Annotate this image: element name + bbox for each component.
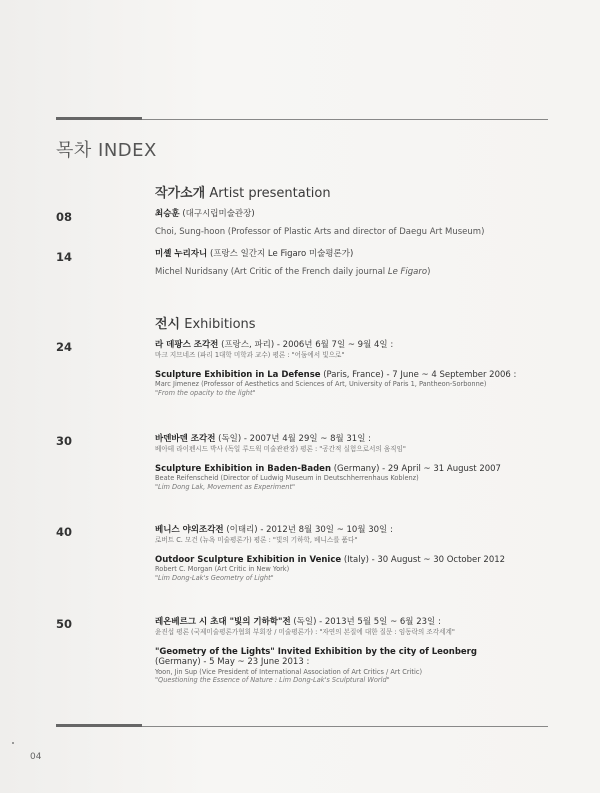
- section-heading-ko: 작가소개: [155, 186, 206, 201]
- exhibition-en-title: Outdoor Sculpture Exhibition in Venice: [155, 554, 342, 565]
- page-ref: 14: [56, 250, 73, 264]
- exhibition-en-dates: (Italy) - 30 August ~ 30 October 2012: [341, 554, 506, 565]
- title-korean: 목차: [56, 140, 92, 161]
- artist-ko-role: (대구시립미술관장): [182, 209, 255, 219]
- exhibition-en-quote: "Lim Dong Lak, Movement as Experiment": [155, 482, 296, 491]
- page-number: 04: [30, 752, 42, 762]
- page-ref: 50: [56, 617, 73, 631]
- section-heading-exhibitions: [155, 313, 256, 332]
- bottom-rule-thick: [56, 724, 142, 727]
- artist-en-text: Michel Nuridsany (Art Critic of the French daily journal: [155, 266, 388, 277]
- artist-en-suffix: ): [427, 266, 431, 277]
- top-rule-thin: [142, 119, 548, 120]
- exhibition-en-critic: Robert C. Morgan (Art Critic in New York): [155, 565, 290, 574]
- exhibition-ko-critic: 로버트 C. 모건 (뉴욕 미술평론가) 평론 : "빛의 기하학, 베니스를 품다": [155, 535, 358, 544]
- exhibition-en-critic: Marc Jimenez (Professor of Aesthetics and Sciences of Art, University of Paris 1, Pantheon-Sorbonne): [155, 380, 487, 389]
- exhibition-en-line: [155, 647, 555, 658]
- artist-ko-name: 미셸 누리자니: [155, 249, 208, 259]
- artist-ko-name: 최승훈: [155, 209, 180, 219]
- exhibition-en-critic: Yoon, Jin Sup (Vice President of International Association of Art Critics / Art Critic): [155, 668, 423, 677]
- exhibition-ko-critic: 베아테 라이펜시드 박사 (독일 루드윅 미술관관장) 평론 : "공간적 실험으로서의 움직임": [155, 444, 406, 453]
- top-rule-thick: [56, 117, 142, 120]
- exhibition-en-line: [155, 464, 555, 475]
- page-title: [56, 136, 157, 162]
- exhibition-en-quote: "Questioning the Essence of Nature : Lim Dong-Lak's Sculptural World": [155, 676, 390, 685]
- section-heading-en: Exhibitions: [184, 317, 256, 332]
- bottom-rule-thin: [142, 726, 548, 727]
- exhibition-ko-dates: (프랑스, 파리) - 2006년 6월 7일 ~ 9월 4일 :: [218, 340, 394, 350]
- section-heading-ko: 전시: [155, 317, 181, 332]
- exhibition-en-dates: (Germany) - 29 April ~ 31 August 2007: [331, 463, 501, 474]
- exhibition-ko-dates: (독일) - 2013년 5월 5일 ~ 6월 23일 :: [290, 617, 441, 627]
- exhibition-ko-line: [155, 340, 555, 351]
- exhibition-entry: [155, 434, 555, 491]
- exhibition-en-quote: "Lim Dong-Lak's Geometry of Light": [155, 573, 274, 582]
- exhibition-en-title: "Geometry of the Lights" Invited Exhibition by the city of Leonberg: [155, 646, 477, 657]
- artist-en-line: [155, 267, 555, 278]
- artist-ko-line: [155, 209, 555, 220]
- exhibition-ko-title: 라 데팡스 조각전: [155, 340, 219, 350]
- page-ref: 24: [56, 340, 73, 354]
- exhibition-ko-dates: (독일) - 2007년 4월 29일 ~ 8월 31일 :: [215, 434, 371, 444]
- exhibition-ko-line: [155, 434, 555, 445]
- exhibition-en-quote: "From the opacity to the light": [155, 388, 256, 397]
- page-ref: 30: [56, 434, 73, 448]
- section-heading-en: Artist presentation: [209, 186, 331, 201]
- exhibition-en-dates: (Paris, France) - 7 June ~ 4 September 2006 :: [320, 369, 517, 380]
- exhibition-en-critic: Beate Reifenscheid (Director of Ludwig Museum in Deutschherrenhaus Koblenz): [155, 474, 419, 483]
- exhibition-ko-dates: (이태리) - 2012년 8월 30일 ~ 10월 30일 :: [223, 525, 393, 535]
- scan-mark: [12, 742, 14, 744]
- artist-entry: [155, 209, 555, 237]
- exhibition-entry: [155, 340, 555, 397]
- exhibition-entry: [155, 525, 555, 582]
- artist-entry: [155, 249, 555, 277]
- artist-en-line: Choi, Sung-hoon (Professor of Plastic Arts and director of Daegu Art Museum): [155, 226, 485, 237]
- exhibition-ko-critic: 마크 지므네즈 (파리 1대학 미학과 교수) 평론 : "어둠에서 빛으로": [155, 350, 345, 359]
- title-english: INDEX: [98, 140, 157, 161]
- section-heading-artists: [155, 182, 331, 201]
- artist-ko-line: [155, 249, 555, 260]
- exhibition-ko-line: [155, 617, 555, 628]
- exhibition-entry: [155, 617, 555, 685]
- publication-name: Le Figaro: [387, 266, 428, 277]
- exhibition-en-dates-line: (Germany) - 5 May ~ 23 June 2013 :: [155, 657, 310, 668]
- exhibition-ko-title: 바덴바덴 조각전: [155, 434, 216, 444]
- artist-ko-role: (프랑스 일간지 Le Figaro 미술평론가): [209, 249, 354, 259]
- exhibition-ko-line: [155, 525, 555, 536]
- exhibition-ko-critic: 윤진섭 평론 (국제미술평론가협회 부회장 / 미술평론가) : "자연의 본질에 대한 질문 : 임동락의 조각세계": [155, 627, 455, 636]
- exhibition-ko-title: 베니스 야외조각전: [155, 525, 224, 535]
- page-ref: 40: [56, 525, 73, 539]
- page-ref: 08: [56, 210, 73, 224]
- exhibition-ko-title: 레온베르그 시 초대 "빛의 기하학"전: [155, 617, 291, 627]
- exhibition-en-title: Sculpture Exhibition in La Defense: [155, 369, 321, 380]
- exhibition-en-line: [155, 555, 555, 566]
- exhibition-en-line: [155, 370, 555, 381]
- exhibition-en-title: Sculpture Exhibition in Baden-Baden: [155, 463, 332, 474]
